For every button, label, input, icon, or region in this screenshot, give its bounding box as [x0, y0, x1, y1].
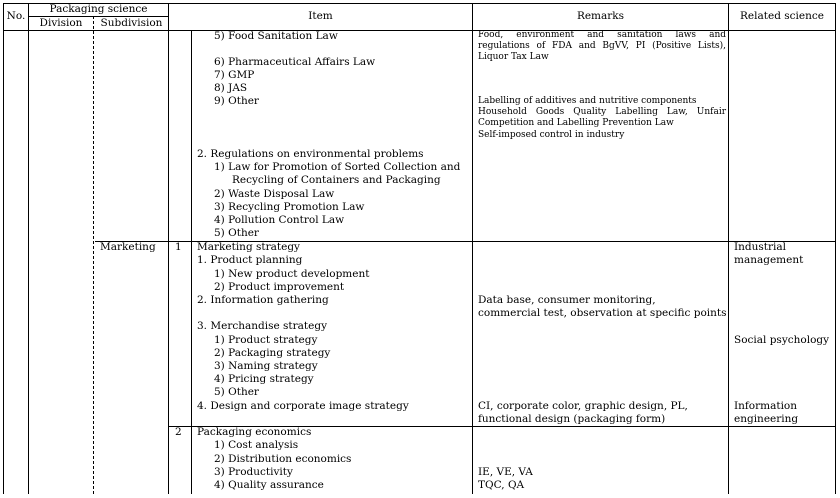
item-line: 3. Merchandise strategy	[197, 320, 327, 332]
item-line: 1. Product planning	[197, 254, 303, 266]
related-science-text: management	[734, 254, 804, 266]
item-line: 1) Cost analysis	[214, 439, 299, 451]
table-right-border	[835, 3, 836, 494]
table-left-border	[3, 3, 4, 494]
item-line: 2) Waste Disposal Law	[214, 188, 335, 200]
item-line: 8) JAS	[214, 82, 248, 94]
remark-text: Data base, consumer monitoring,	[478, 294, 656, 306]
related-science-text: Information	[734, 400, 798, 412]
item-line: 4) Pollution Control Law	[214, 214, 345, 226]
header-division: Division	[39, 17, 83, 29]
item-line: 3) Productivity	[214, 466, 293, 478]
item-line: 3) Naming strategy	[214, 360, 318, 372]
col-line-no	[28, 3, 29, 494]
remark-text: Food, environment and sanitation laws and regulations of FDA and BgVV, PI (Positive Lists), Liquor Tax Law	[478, 30, 726, 62]
header-related-science: Related science	[740, 10, 824, 22]
remark-text: Labelling of additives and nutritive components	[478, 96, 697, 106]
col-line-division	[93, 16, 94, 494]
item-line: Packaging economics	[197, 426, 312, 438]
item-line: 5) Other	[214, 227, 259, 239]
header-no: No.	[6, 10, 26, 22]
item-line: 5) Other	[214, 386, 259, 398]
subdivision-marketing: Marketing	[100, 241, 156, 253]
item-line: Recycling of Containers and Packaging	[232, 174, 441, 186]
item-line: 4) Quality assurance	[214, 479, 324, 491]
header-subdivision: Subdivision	[100, 17, 163, 29]
remark-text: commercial test, observation at specific points	[478, 307, 727, 319]
item-line: 4. Design and corporate image strategy	[197, 400, 409, 412]
item-line: 5) Food Sanitation Law	[214, 30, 338, 42]
remark-text: TQC, QA	[478, 479, 525, 491]
item-line: 2. Regulations on environmental problems	[197, 148, 424, 160]
item-line: 1) Product strategy	[214, 334, 318, 346]
item-line: 6) Pharmaceutical Affairs Law	[214, 56, 376, 68]
header-item: Item	[308, 10, 333, 22]
item-line: 9) Other	[214, 95, 259, 107]
remark-text: Household Goods Quality Labelling Law, Unfair Competition and Labelling Prevention Law	[478, 107, 726, 128]
item-line: 2) Packaging strategy	[214, 347, 331, 359]
item-line: 7) GMP	[214, 69, 255, 81]
remark-text: Self-imposed control in industry	[478, 130, 625, 140]
col-line-item	[472, 3, 473, 494]
related-science-text: engineering	[734, 413, 799, 425]
item-line: 1) Law for Promotion of Sorted Collection and	[214, 161, 461, 173]
header-remarks: Remarks	[576, 10, 625, 22]
remark-text: CI, corporate color, graphic design, PL,	[478, 400, 688, 412]
row-number: 2	[175, 426, 182, 438]
item-line: 3) Recycling Promotion Law	[214, 201, 365, 213]
remark-text: IE, VE, VA	[478, 466, 533, 478]
col-line-subdivision	[168, 3, 169, 494]
item-line: 2) Product improvement	[214, 281, 345, 293]
remark-text: functional design (packaging form)	[478, 413, 666, 425]
col-line-remarks	[728, 3, 729, 494]
item-line: 1) New product development	[214, 268, 370, 280]
related-science-text: Industrial	[734, 241, 786, 253]
item-line: 2. Information gathering	[197, 294, 329, 306]
item-line: 2) Distribution economics	[214, 453, 352, 465]
item-line: Marketing strategy	[197, 241, 300, 253]
row-number: 1	[175, 241, 182, 253]
header-packaging-science: Packaging science	[49, 3, 148, 15]
related-science-text: Social psychology	[734, 334, 830, 346]
col-line-number	[191, 30, 192, 494]
item-line: 4) Pricing strategy	[214, 373, 314, 385]
